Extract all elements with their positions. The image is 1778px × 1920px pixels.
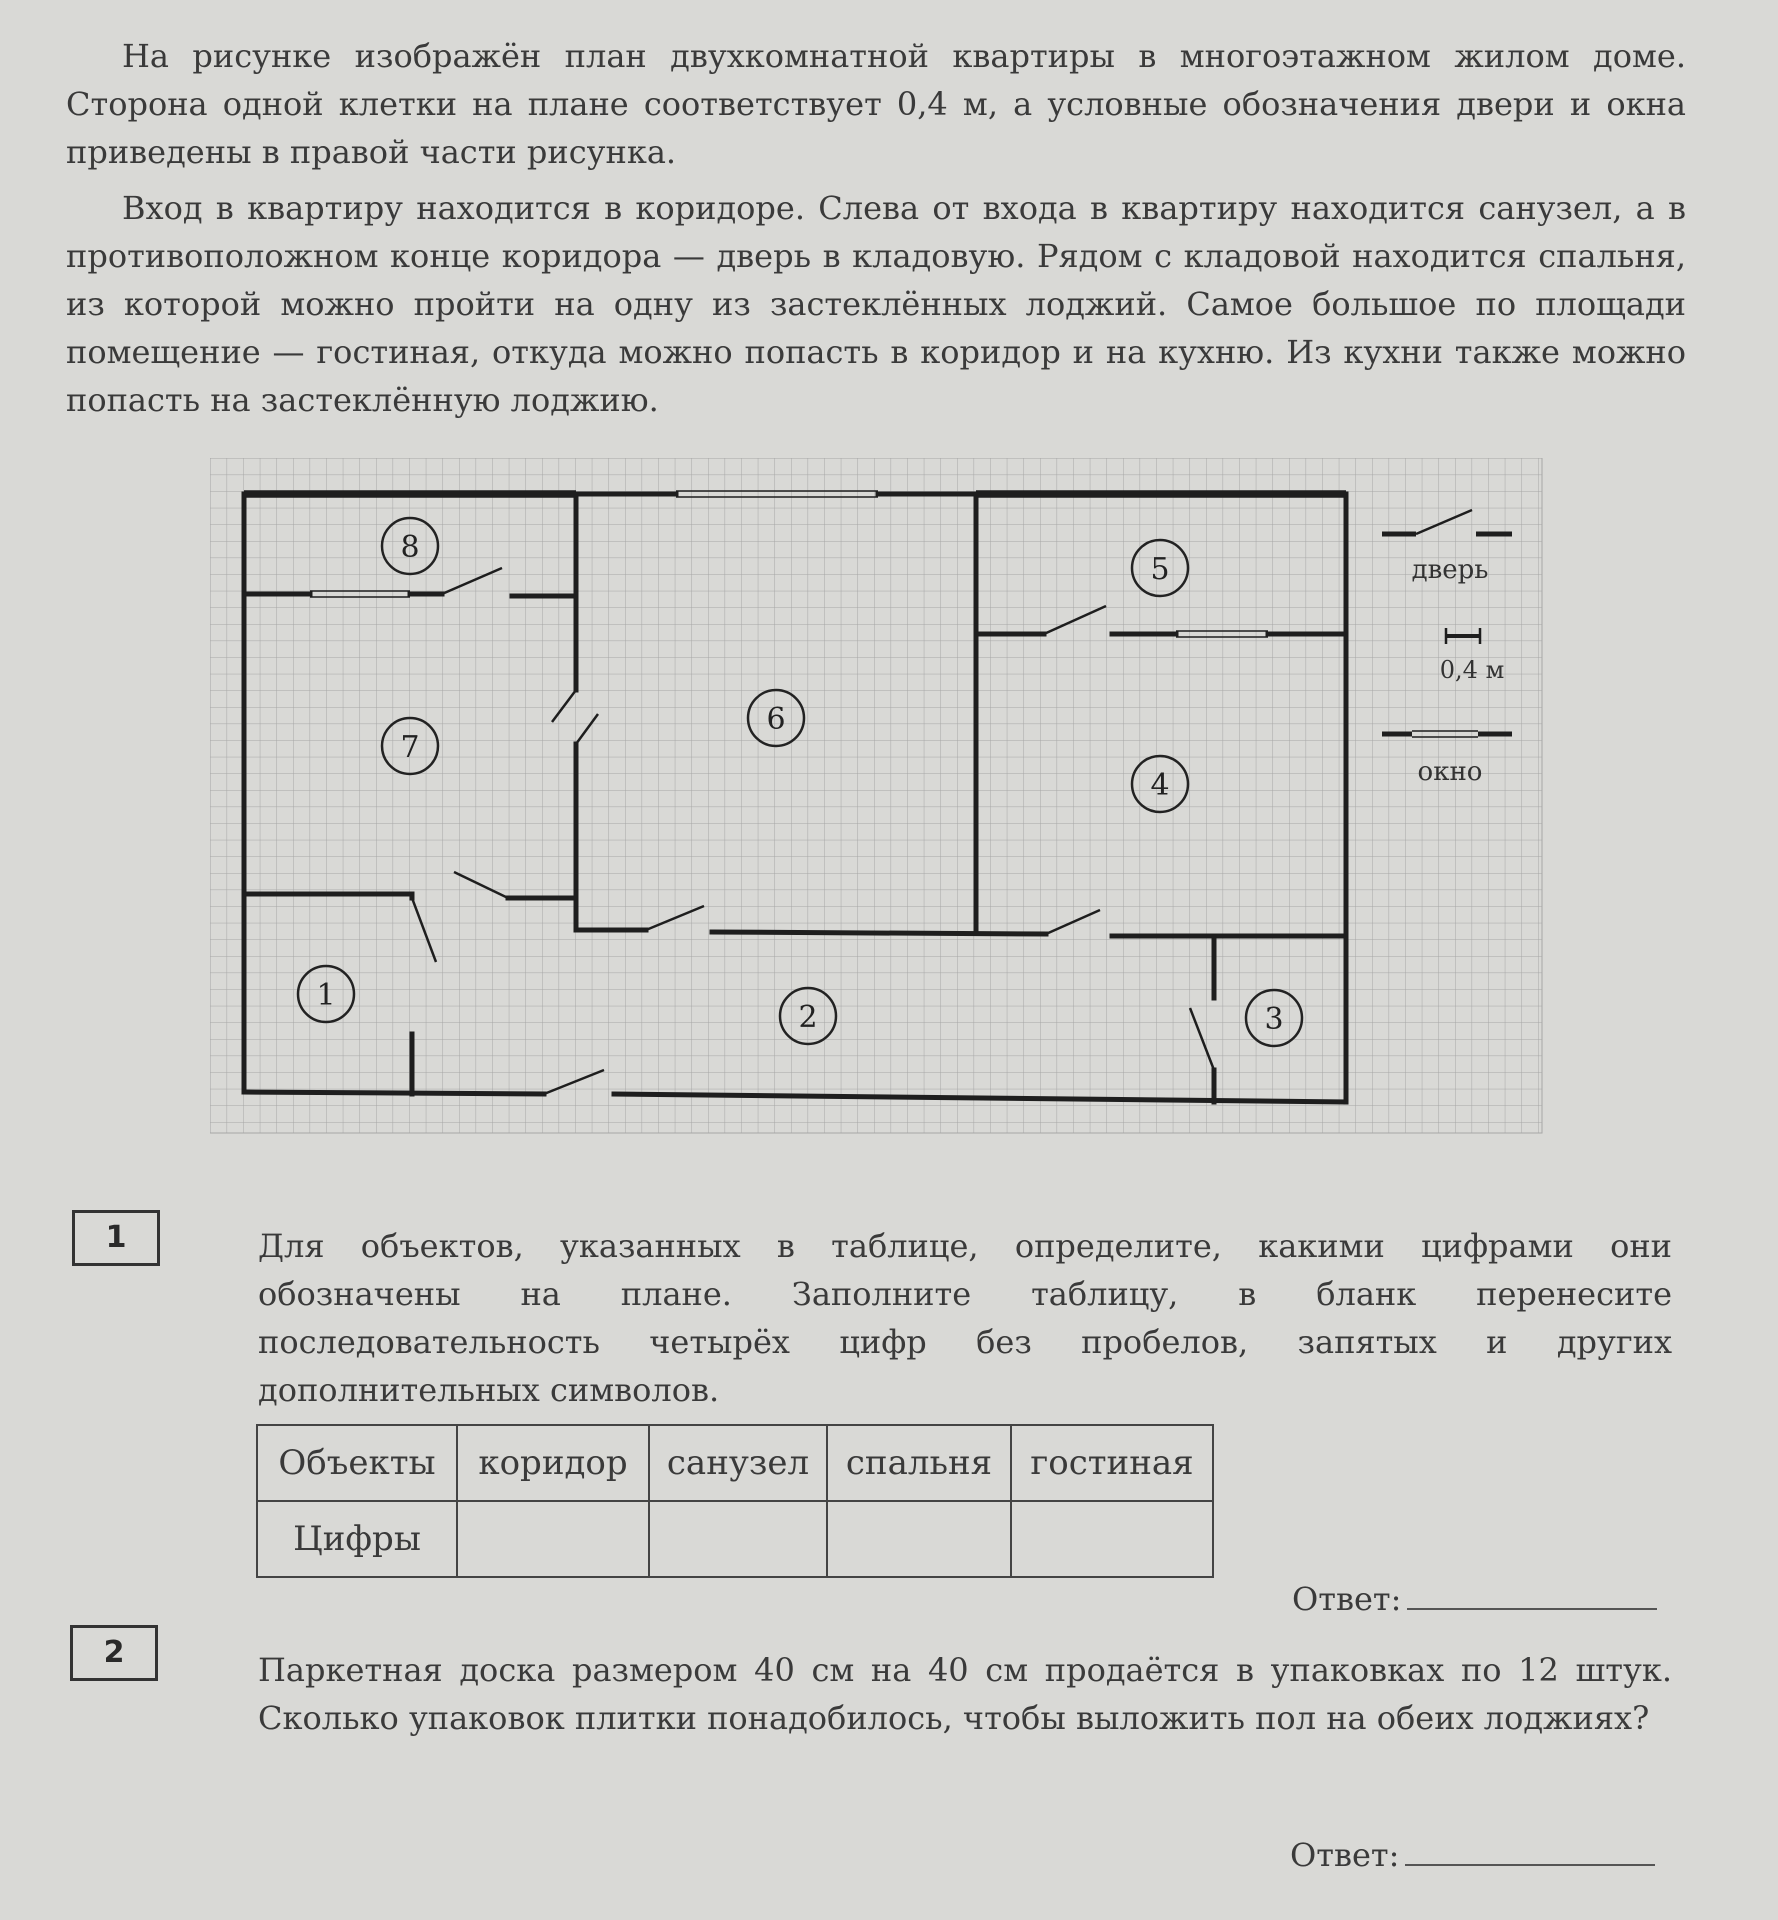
answer-cell-bathroom[interactable] bbox=[649, 1501, 827, 1577]
answer-cell-living-room[interactable] bbox=[1011, 1501, 1213, 1577]
answer-cell-bedroom[interactable] bbox=[827, 1501, 1011, 1577]
answer-line[interactable] bbox=[1407, 1582, 1657, 1610]
table-cell-bedroom: спальня bbox=[827, 1425, 1011, 1501]
svg-text:2: 2 bbox=[798, 1000, 818, 1035]
table-row bbox=[257, 1425, 1213, 1501]
legend-door-label: дверь bbox=[1411, 555, 1489, 585]
svg-text:5: 5 bbox=[1150, 552, 1170, 587]
svg-text:3: 3 bbox=[1264, 1002, 1284, 1037]
answer-cell-corridor[interactable] bbox=[457, 1501, 649, 1577]
answer-label: Ответ: bbox=[1290, 1836, 1400, 1874]
legend-scale-label: 0,4 м bbox=[1439, 656, 1505, 684]
table-cell-bathroom: санузел bbox=[649, 1425, 827, 1501]
objects-table bbox=[256, 1424, 1214, 1578]
task-2-answer bbox=[1290, 1836, 1655, 1874]
svg-text:6: 6 bbox=[766, 702, 786, 737]
svg-text:8: 8 bbox=[400, 530, 420, 565]
legend-window-label: окно bbox=[1417, 757, 1483, 787]
table-row bbox=[257, 1501, 1213, 1577]
task-1-text: Для объектов, указанных в таблице, определите, какими цифрами они обозначены на плане. Заполните таблицу, в бланк перенесите последовательность четырёх цифр без пробелов, запятых и других дополнительных символов. bbox=[258, 1227, 1672, 1409]
table-header-objects: Объекты bbox=[257, 1425, 457, 1501]
answer-line[interactable] bbox=[1405, 1838, 1655, 1866]
task-1-number: 1 bbox=[72, 1210, 160, 1266]
svg-text:7: 7 bbox=[400, 730, 420, 765]
table-header-digits: Цифры bbox=[257, 1501, 457, 1577]
task-2-text: Паркетная доска размером 40 см на 40 см продаётся в упаковках по 12 штук. Сколько упаковок плитки понадобилось, чтобы выложить пол на обеих лоджиях? bbox=[258, 1651, 1672, 1737]
apartment-plan bbox=[210, 458, 1552, 1138]
intro-paragraph-2: Вход в квартиру находится в коридоре. Слева от входа в квартиру находится санузел, а в противоположном конце коридора — дверь в кладовую. Рядом с кладовой находится спальня, из которой можно пройти на одну из застеклённых лоджий. Самое большое по площади помещение — гостиная, откуда можно попасть в коридор и на кухню. Из кухни также можно попасть на застеклённую лоджию. bbox=[66, 189, 1686, 419]
intro-paragraph-1: На рисунке изображён план двухкомнатной квартиры в многоэтажном жилом доме. Сторона одной клетки на плане соответствует 0,4 м, а условные обозначения двери и окна приведены в правой части рисунка. bbox=[66, 37, 1686, 171]
task-1-answer bbox=[1292, 1580, 1657, 1618]
table-cell-living-room: гостиная bbox=[1011, 1425, 1213, 1501]
task-2-number: 2 bbox=[70, 1625, 158, 1681]
table-cell-corridor: коридор bbox=[457, 1425, 649, 1501]
svg-text:1: 1 bbox=[316, 978, 336, 1013]
svg-text:4: 4 bbox=[1150, 768, 1170, 803]
answer-label: Ответ: bbox=[1292, 1580, 1402, 1618]
